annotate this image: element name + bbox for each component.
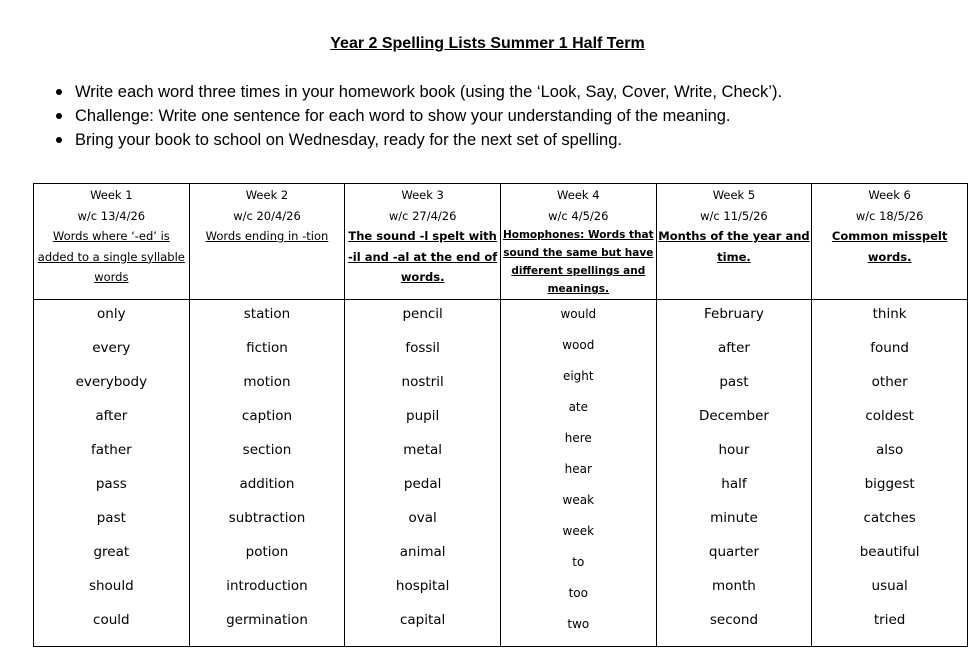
spelling-word: hospital (395, 578, 450, 594)
word-list (190, 300, 345, 645)
spelling-word: weak (562, 493, 595, 507)
week-header (345, 184, 501, 300)
spelling-word: ate (568, 400, 589, 414)
spelling-word: section (242, 442, 292, 458)
instruction-item: Write each word three times in your homework book (using the ‘Look, Say, Cover, Write, Check’). (54, 80, 782, 104)
week-date: w/c 13/4/26 (77, 208, 146, 223)
week-label: Week 4 (557, 188, 600, 202)
week-focus: Months of the year and time. (658, 229, 810, 264)
spelling-word: after (95, 408, 128, 424)
spelling-word: subtraction (228, 510, 306, 526)
spelling-word: after (717, 340, 750, 356)
word-column (500, 300, 656, 647)
spelling-word: pass (95, 476, 127, 492)
spelling-word: metal (403, 442, 443, 458)
spelling-word: capital (399, 612, 446, 628)
spelling-word: biggest (864, 476, 915, 492)
spelling-word: animal (399, 544, 446, 560)
spelling-word: to (572, 555, 585, 569)
week-date: w/c 20/4/26 (233, 208, 301, 223)
spelling-word: hear (564, 462, 592, 476)
week-date: w/c 18/5/26 (855, 208, 924, 223)
spelling-word: hour (718, 442, 750, 458)
spelling-word: here (564, 431, 592, 445)
spelling-word: eight (562, 369, 594, 383)
spelling-word: catches (863, 510, 916, 526)
week-focus: Common misspelt words. (831, 229, 948, 264)
spelling-word: tried (873, 612, 906, 628)
page-title: Year 2 Spelling Lists Summer 1 Half Term (330, 35, 645, 52)
spelling-word: month (712, 578, 756, 594)
instructions-list (54, 80, 782, 152)
word-list (657, 300, 812, 645)
spelling-word: coldest (865, 408, 914, 424)
spelling-word: motion (243, 374, 291, 390)
spelling-word: should (88, 578, 134, 594)
spelling-word: only (97, 306, 126, 322)
week-label: Week 5 (712, 188, 756, 202)
spelling-word: usual (871, 578, 908, 594)
week-header (500, 184, 656, 300)
word-list (812, 300, 967, 645)
words-row (34, 300, 968, 647)
week-label: Week 6 (868, 188, 911, 202)
spelling-word: beautiful (859, 544, 920, 560)
spelling-word: February (704, 306, 764, 322)
spelling-word: introduction (226, 578, 308, 594)
week-header (189, 184, 345, 300)
week-focus: Words where ‘-ed’ is added to a single syllable words (37, 229, 185, 284)
spelling-word: would (560, 307, 597, 321)
spelling-word: two (567, 617, 590, 631)
spelling-word: pedal (403, 476, 442, 492)
spelling-word: fiction (246, 340, 288, 356)
spelling-word: past (96, 510, 126, 526)
spelling-word: nostril (401, 374, 444, 390)
spelling-word: think (872, 306, 907, 322)
spelling-word: father (90, 442, 132, 458)
week-header (656, 184, 812, 300)
spelling-word: caption (241, 408, 293, 424)
word-column (812, 300, 968, 647)
spelling-word: past (719, 374, 749, 390)
spelling-word: second (709, 612, 759, 628)
week-date: w/c 4/5/26 (548, 208, 609, 223)
spelling-word: too (568, 586, 588, 600)
week-focus: The sound -l spelt with -il and -al at the end of words. (348, 229, 498, 284)
spelling-word: pupil (406, 408, 440, 424)
spelling-word: germination (226, 612, 308, 628)
week-header (812, 184, 968, 300)
spelling-word: minute (710, 510, 758, 526)
word-column (345, 300, 501, 647)
word-column (189, 300, 345, 647)
spelling-word: potion (245, 544, 289, 560)
spelling-word: station (243, 306, 291, 322)
week-label: Week 1 (90, 188, 133, 202)
word-column (656, 300, 812, 647)
spelling-word: wood (562, 338, 595, 352)
instruction-item: Bring your book to school on Wednesday, ready for the next set of spelling. (54, 128, 782, 152)
spelling-word: great (93, 544, 130, 560)
word-list (501, 300, 656, 646)
spelling-word: December (698, 408, 769, 424)
week-focus: Homophones: Words that sound the same but have different spellings and meanings. (502, 229, 654, 295)
week-header (34, 184, 190, 300)
week-label: Week 3 (401, 188, 444, 202)
spelling-word: addition (239, 476, 295, 492)
spelling-word: fossil (405, 340, 440, 356)
header-row (34, 184, 968, 300)
spelling-word: quarter (708, 544, 759, 560)
spelling-table (33, 183, 968, 647)
week-date: w/c 11/5/26 (700, 208, 768, 223)
week-label: Week 2 (245, 188, 289, 202)
spelling-word: every (92, 340, 131, 356)
spelling-word: could (93, 612, 130, 628)
spelling-word: everybody (75, 374, 148, 390)
week-date: w/c 27/4/26 (388, 208, 457, 223)
word-list (345, 300, 500, 645)
word-list (34, 300, 189, 645)
spelling-word: oval (408, 510, 437, 526)
spelling-word: also (875, 442, 904, 458)
spelling-word: pencil (402, 306, 443, 322)
spelling-word: week (562, 524, 595, 538)
spelling-word: other (871, 374, 908, 390)
spelling-word: found (870, 340, 909, 356)
word-column (34, 300, 190, 647)
spelling-word: half (721, 476, 747, 492)
instruction-item: Challenge: Write one sentence for each word to show your understanding of the meaning. (54, 104, 782, 128)
week-focus: Words ending in -tion (205, 229, 329, 243)
